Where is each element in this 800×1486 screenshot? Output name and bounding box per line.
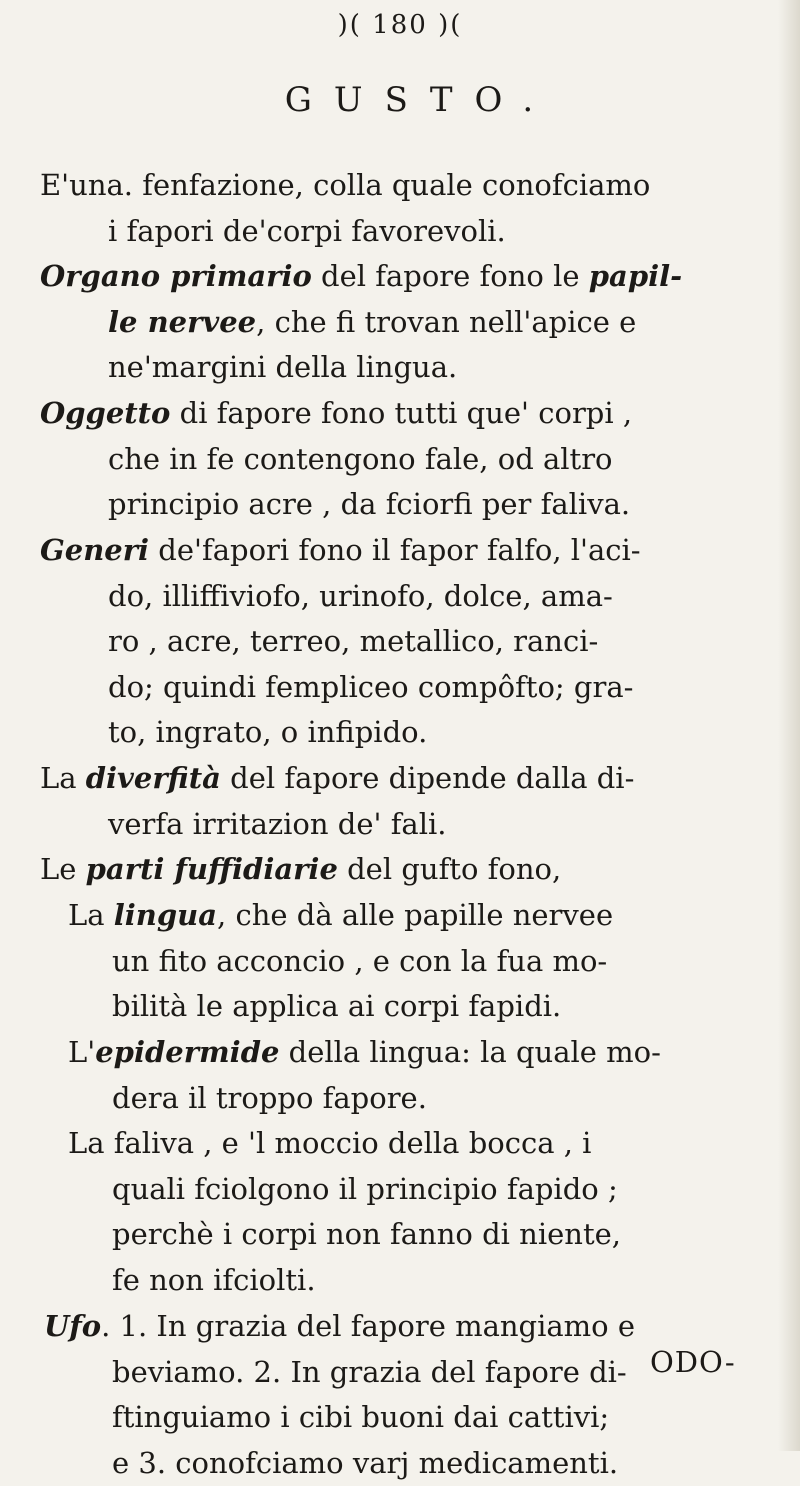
- text-run: La faliva , e 'l moccio della bocca , i: [68, 1126, 592, 1160]
- paragraph-parti: [40, 847, 561, 893]
- text-line: [68, 1030, 661, 1076]
- text-line: [40, 802, 634, 848]
- text-run: e 3. conofciamo varj medicamenti.: [112, 1445, 619, 1480]
- text-line: [68, 1121, 621, 1167]
- text-line: [68, 893, 613, 939]
- text-line: [40, 482, 632, 528]
- text-line: [40, 665, 641, 711]
- italic-term: Organo primario: [40, 259, 312, 293]
- text-run: quali fciolgono il principio fapido ;: [112, 1171, 618, 1206]
- page-number: )( 180 )(: [337, 10, 463, 40]
- text-run: Le: [40, 852, 86, 886]
- text-run: ro , acre, terreo, metallico, ranci-: [108, 624, 599, 659]
- text-run: , che fi trovan nell'apice e: [256, 304, 637, 339]
- text-line: [40, 391, 632, 437]
- section-title: GUSTO.: [284, 80, 556, 120]
- italic-term: papil-: [588, 259, 683, 293]
- text-line: [40, 300, 682, 346]
- text-line: [40, 345, 682, 391]
- text-run: ne'margini della lingua.: [108, 350, 458, 385]
- text-run: del fapore dipende dalla di-: [220, 761, 635, 795]
- paragraph-organo: [40, 254, 682, 391]
- text-run: La: [40, 761, 86, 795]
- text-line: [40, 847, 561, 893]
- italic-term: Oggetto: [40, 396, 171, 430]
- text-line: [68, 1212, 621, 1258]
- text-run: un fito acconcio , e con la fua mo-: [112, 943, 608, 978]
- italic-term: Ufo: [44, 1309, 102, 1343]
- catchword: ODO-: [650, 1345, 736, 1379]
- text-run: ftinguiamo i cibi buoni dai cattivi;: [112, 1400, 610, 1435]
- text-run: do, illiffiviofo, urinofo, dolce, ama-: [108, 578, 613, 613]
- text-line: [40, 437, 632, 483]
- text-run: beviamo. 2. In grazia del fapore di-: [112, 1354, 627, 1389]
- text-run: dera il troppo fapore.: [112, 1080, 427, 1115]
- text-run: to, ingrato, o infipido.: [108, 715, 428, 750]
- paragraph-uso: [44, 1304, 635, 1486]
- text-line: [68, 984, 613, 1030]
- text-line: [40, 574, 641, 620]
- text-run: bilità le applica ai corpi fapidi.: [112, 989, 562, 1024]
- text-line: [44, 1304, 635, 1350]
- text-run: principio acre , da fciorfi per faliva.: [108, 487, 631, 522]
- text-run: di fapore fono tutti que' corpi ,: [170, 396, 633, 430]
- text-run: verfa irritazion de' fali.: [108, 806, 447, 841]
- text-run: , che dà alle papille nervee: [217, 898, 614, 932]
- page-edge-shadow: [778, 0, 800, 1451]
- italic-term: parti fuffidiarie: [85, 852, 338, 886]
- text-run: fe non ifciolti.: [112, 1262, 316, 1297]
- text-line: [40, 619, 641, 665]
- text-run: E'una. fenfazione, colla quale conofciamo: [40, 168, 651, 202]
- paragraph-oggetto: [40, 391, 632, 528]
- text-line: [40, 209, 650, 255]
- text-line: [68, 1076, 661, 1122]
- text-run: L': [68, 1035, 96, 1069]
- text-line: [40, 528, 641, 574]
- paragraph-epidermide: [68, 1030, 661, 1121]
- italic-term: lingua: [113, 898, 218, 932]
- text-run: . 1. In grazia del fapore mangiamo e: [101, 1309, 636, 1343]
- text-line: [68, 1258, 621, 1304]
- text-run: che in fe contengono fale, od altro: [108, 441, 613, 476]
- text-line: [44, 1350, 635, 1396]
- text-run: perchè i corpi non fanno di niente,: [112, 1217, 621, 1252]
- text-line: [40, 710, 641, 756]
- text-line: [44, 1395, 635, 1441]
- text-run: della lingua: la quale mo-: [279, 1035, 661, 1069]
- text-line: [68, 939, 613, 985]
- text-run: del fapore fono le: [311, 259, 589, 293]
- text-line: [44, 1441, 635, 1486]
- italic-term: le nervee: [108, 304, 257, 339]
- text-run: La: [68, 898, 114, 932]
- text-run: i fapori de'corpi favorevoli.: [108, 213, 506, 248]
- paragraph-saliva: [68, 1121, 621, 1303]
- text-line: [40, 756, 634, 802]
- text-line: [40, 254, 682, 300]
- paragraph-diversita: [40, 756, 634, 847]
- text-run: del gufto fono,: [337, 852, 562, 886]
- text-run: do; quindi fempliceo compôfto; gra-: [108, 669, 634, 704]
- italic-term: Generi: [40, 533, 150, 567]
- text-line: [68, 1167, 621, 1213]
- italic-term: diverfità: [85, 761, 221, 795]
- text-run: de'fapori fono il fapor falfo, l'aci-: [149, 533, 641, 567]
- paragraph-generi: [40, 528, 641, 756]
- text-line: [40, 163, 650, 209]
- paragraph-definition: [40, 163, 650, 254]
- paragraph-lingua: [68, 893, 613, 1030]
- italic-term: epidermide: [95, 1035, 280, 1069]
